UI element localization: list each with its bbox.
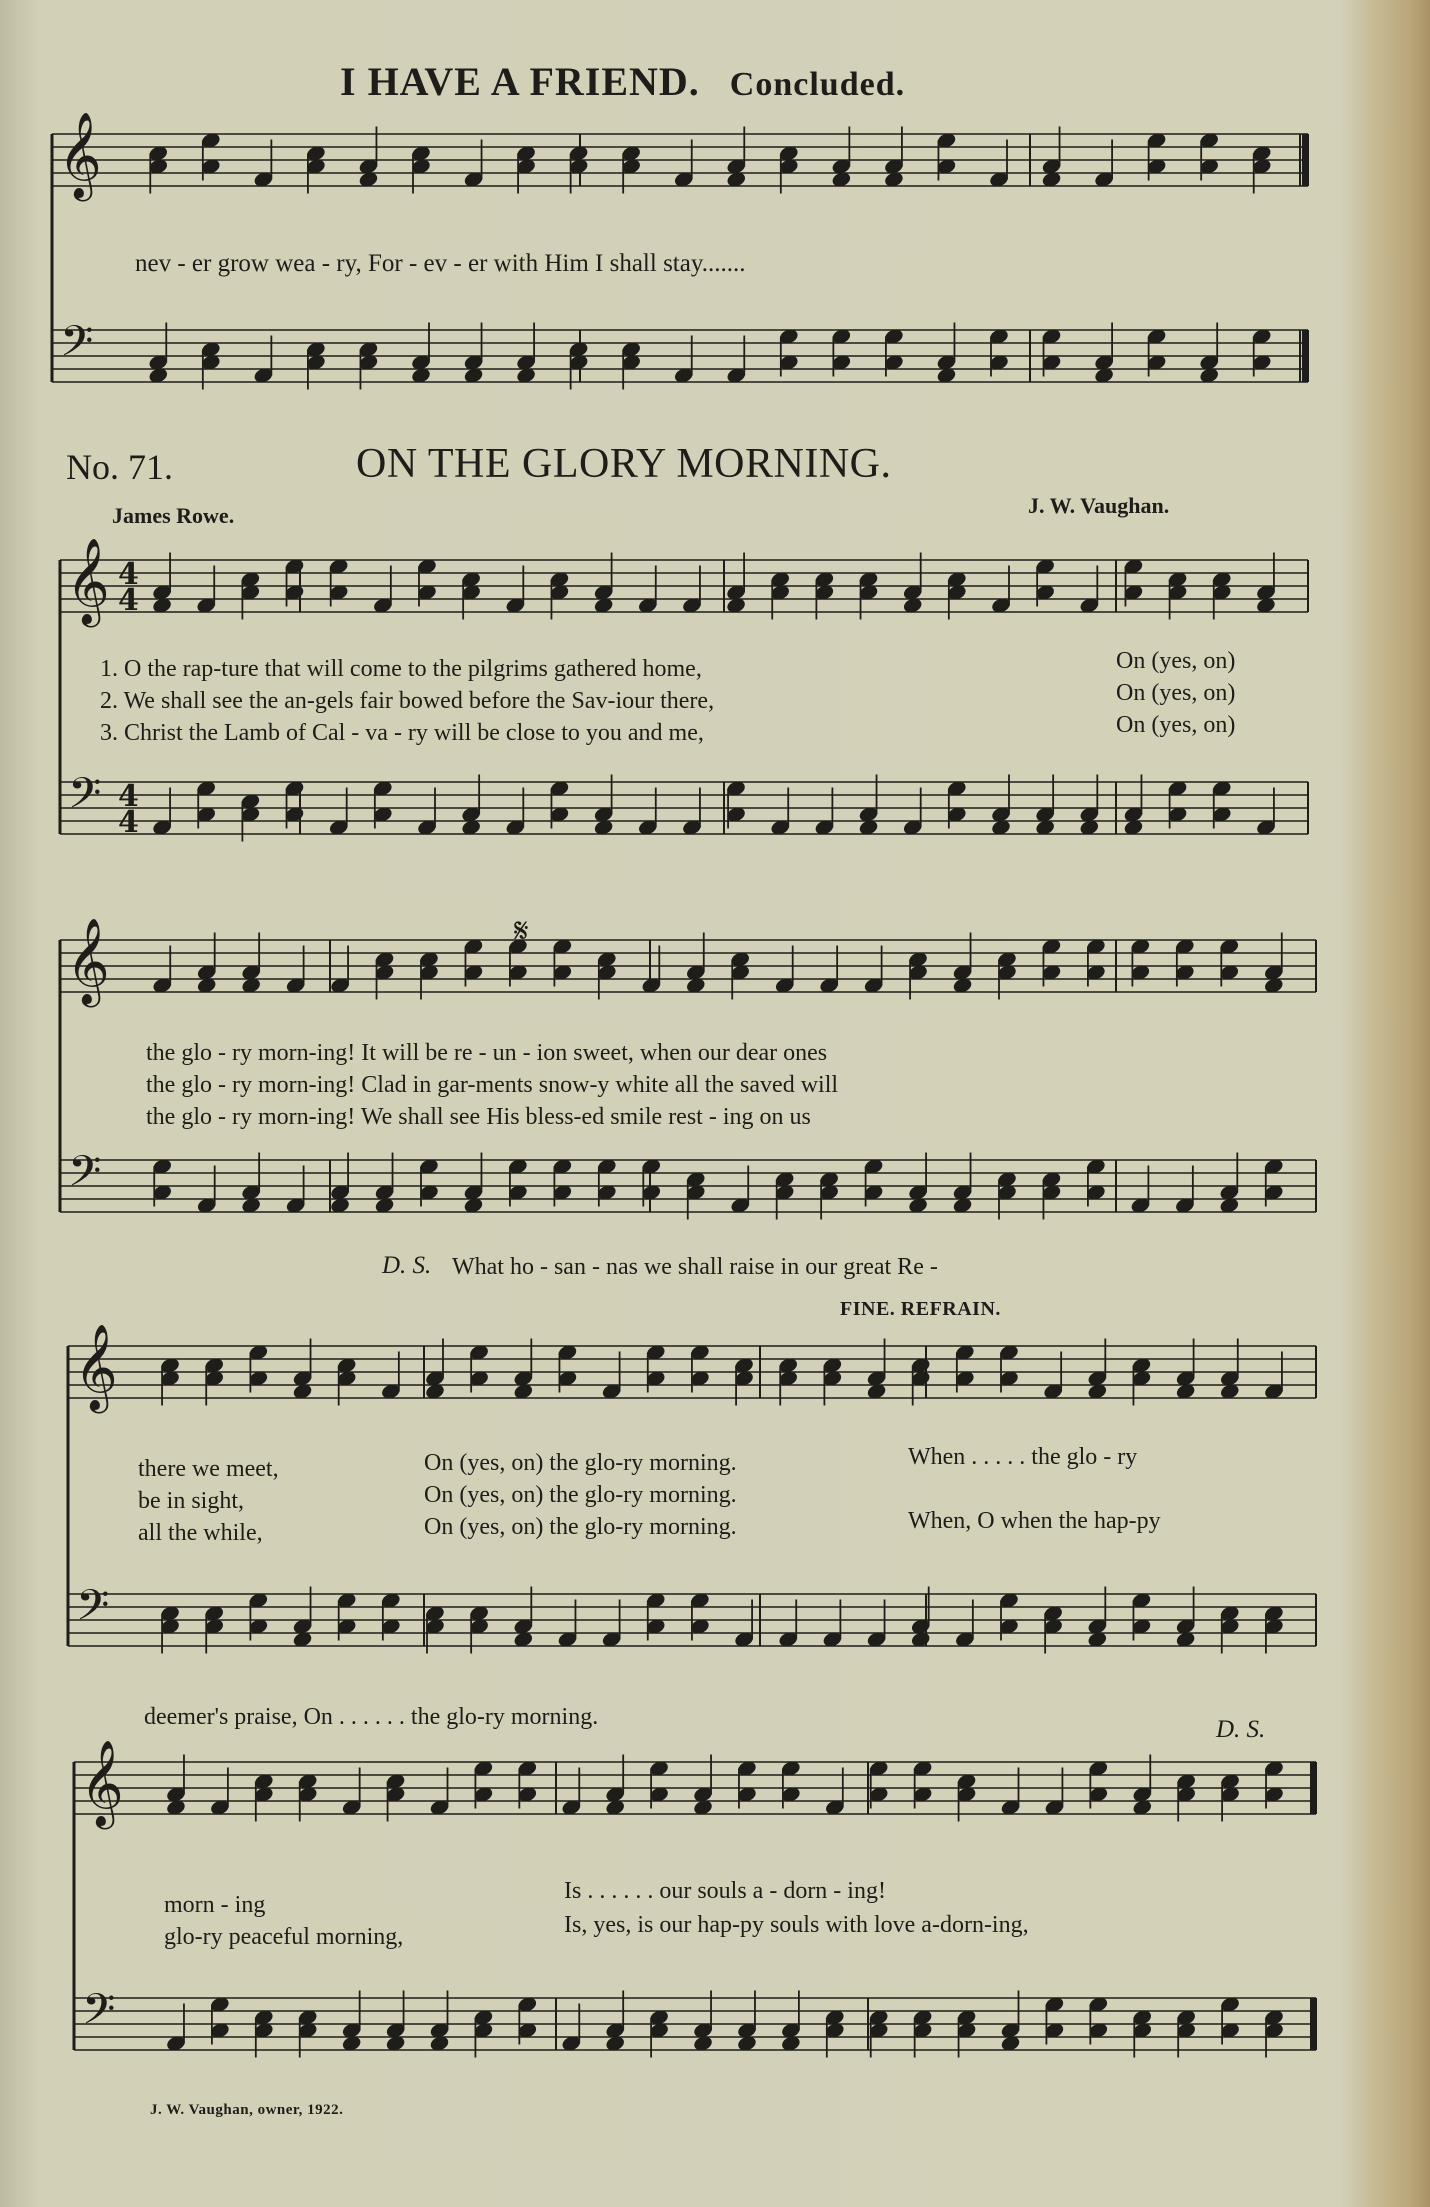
ds-lyric-line: What ho - san - nas we shall raise in our great Re - [452, 1254, 938, 1280]
system5-final-barline [1310, 1762, 1316, 1814]
hymn-author: James Rowe. [112, 503, 235, 528]
segno-sign: 𝄋 [514, 911, 529, 951]
time-signature: 4 [118, 583, 139, 618]
copyright-footer: J. W. Vaughan, owner, 1922. [150, 2102, 344, 2118]
verse1-end: On (yes, on) [1116, 648, 1236, 674]
verse1-line3-start: there we meet, [138, 1456, 279, 1482]
system5-line1-start: morn - ing [164, 1892, 266, 1918]
system5-treble-clef: 𝄞 [80, 1740, 124, 1826]
system3-treble-clef: 𝄞 [66, 918, 110, 1004]
time-signature: 4 [118, 557, 139, 592]
verse2-line2: the glo - ry morn-ing! Clad in gar-ments snow-y white all the saved will [146, 1072, 839, 1098]
verse2-line3-start: be in sight, [138, 1488, 244, 1514]
verse3-end: On (yes, on) [1116, 712, 1236, 738]
system1-final-barline [1302, 330, 1308, 382]
ds-mark-end: D. S. [1216, 1716, 1266, 1743]
system4-treble-clef: 𝄞 [74, 1324, 118, 1410]
refrain-line-2: When, O when the hap-py [908, 1508, 1161, 1534]
refrain-line-1: When . . . . . the glo - ry [908, 1444, 1138, 1470]
previous-hymn-title [340, 58, 905, 105]
system3-bass-clef: 𝄢 [68, 1147, 102, 1207]
verse2-line3-mid: On (yes, on) the glo-ry morning. [424, 1482, 737, 1508]
verse1-line2: the glo - ry morn-ing! It will be re - un - ion sweet, when our dear ones [146, 1040, 828, 1066]
verse3-line1: 3. Christ the Lamb of Cal - va - ry will be close to you and me, [100, 720, 704, 746]
fine-refrain-marker: FINE. REFRAIN. [840, 1298, 1001, 1320]
system5-line2-start: glo-ry peaceful morning, [164, 1924, 404, 1950]
system2-bass-clef: 𝄢 [68, 769, 102, 829]
hymn-title: ON THE GLORY MORNING. [356, 441, 892, 487]
verse3-line3-start: all the while, [138, 1520, 263, 1546]
hymn-number: No. 71. [66, 447, 173, 487]
time-signature: 4 [118, 805, 139, 840]
system1-bass-clef: 𝄢 [60, 317, 94, 377]
system4-bass-clef: 𝄢 [76, 1581, 110, 1641]
system1-lyrics: nev - er grow wea - ry, For - ev - er with Him I shall stay....... [135, 250, 746, 277]
system1-treble-clef: 𝄞 [58, 112, 102, 198]
ds-label: D. S. [382, 1252, 432, 1279]
hymn-composer: J. W. Vaughan. [1028, 493, 1170, 518]
system5-line1-end: Is . . . . . . our souls a - dorn - ing! [564, 1878, 886, 1904]
verse3-line3-mid: On (yes, on) the glo-ry morning. [424, 1514, 737, 1540]
system5-line2-end: Is, yes, is our hap-py souls with love a-dorn-ing, [564, 1912, 1029, 1938]
previous-hymn-title-text: I HAVE A FRIEND. [340, 59, 700, 104]
system1-final-barline [1302, 134, 1308, 186]
verse2-line1: 2. We shall see the an-gels fair bowed before the Sav-iour there, [100, 688, 715, 714]
previous-hymn-concluded: Concluded. [729, 66, 906, 103]
ds-lyric-continuation: deemer's praise, On . . . . . . the glo-ry morning. [144, 1704, 599, 1730]
verse2-end: On (yes, on) [1116, 680, 1236, 706]
time-signature: 4 [118, 779, 139, 814]
system5-bass-clef: 𝄢 [82, 1985, 116, 2045]
system2-treble-clef: 𝄞 [66, 538, 110, 624]
system5-final-barline [1310, 1998, 1316, 2050]
verse1-line3-mid: On (yes, on) the glo-ry morning. [424, 1450, 737, 1476]
verse1-line1: 1. O the rap-ture that will come to the pilgrims gathered home, [100, 656, 702, 682]
verse3-line2: the glo - ry morn-ing! We shall see His bless-ed smile rest - ing on us [146, 1104, 811, 1130]
